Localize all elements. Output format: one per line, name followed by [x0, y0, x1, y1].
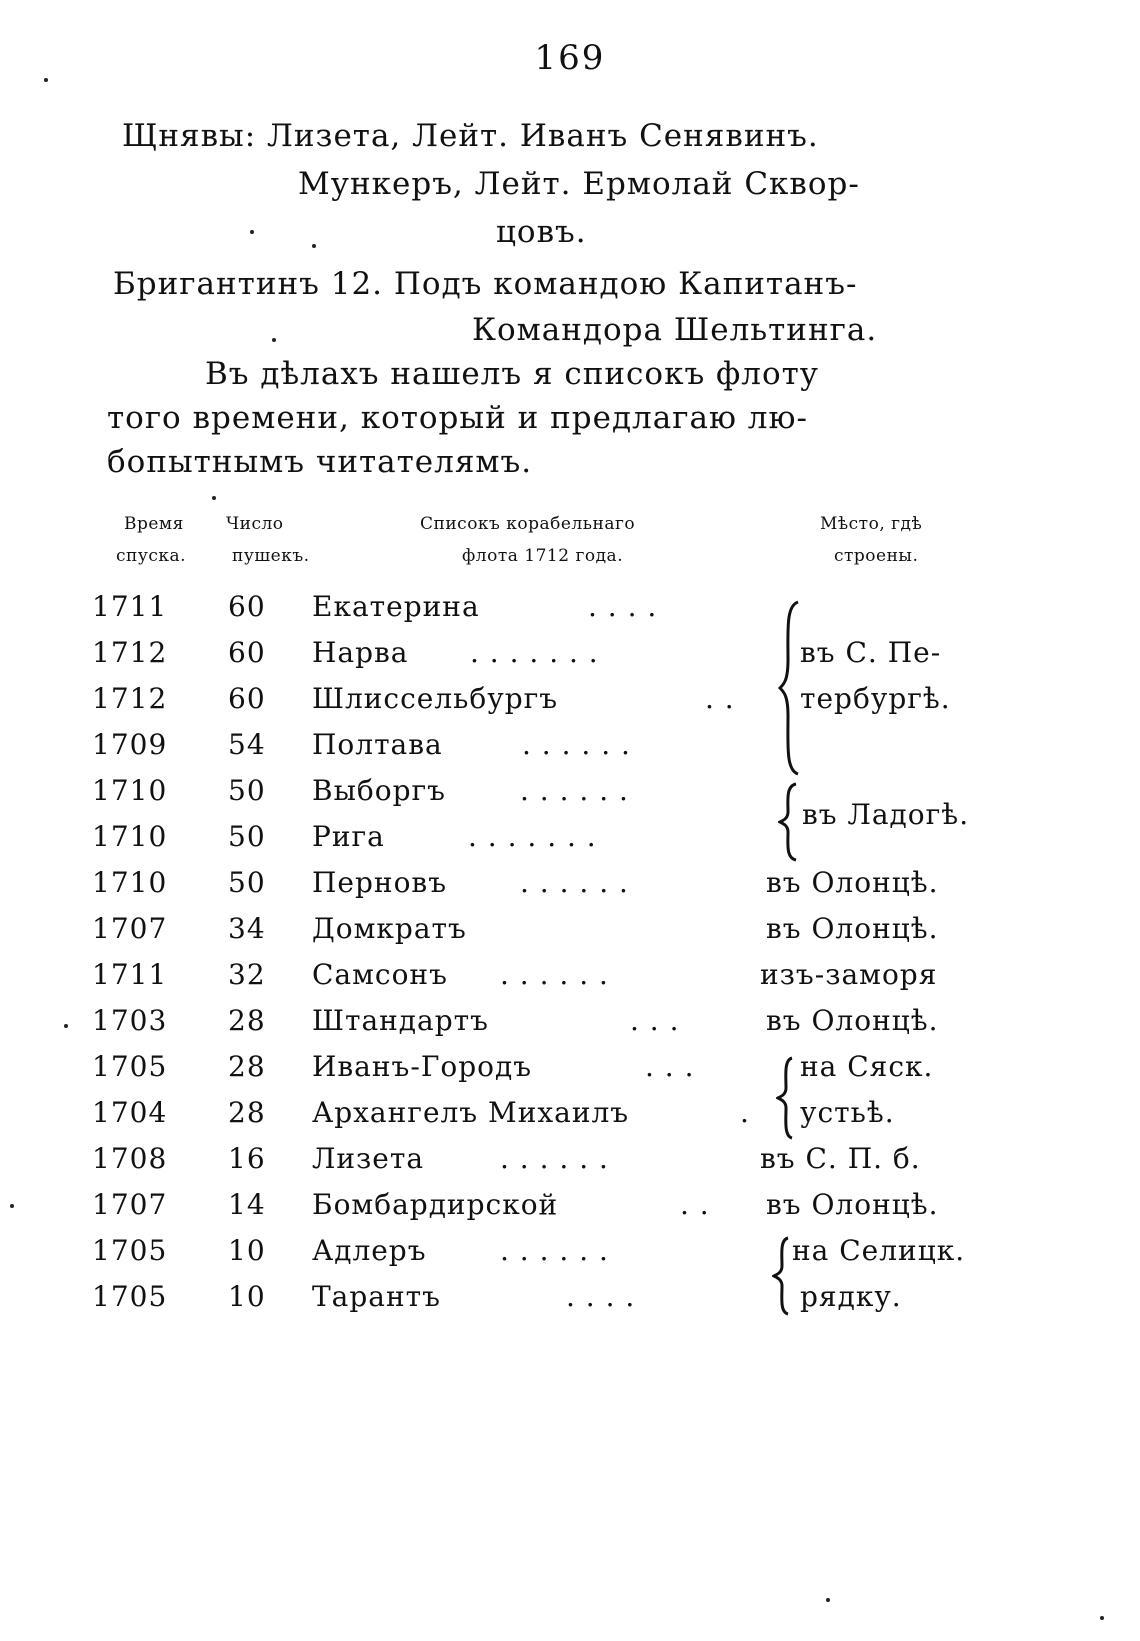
leader-dots: . . . . . . [500, 1234, 609, 1267]
header-line-2: Мункеръ, Лейт. Ермолай Сквор- [298, 166, 860, 202]
table-row [0, 1142, 1140, 1188]
leader-dots: . . [680, 1188, 710, 1221]
page-number: 169 [534, 38, 606, 78]
ship-name: Нарва [312, 636, 409, 669]
column-header-place-1: Мѣсто, гдѣ [820, 514, 923, 534]
header-line-7: того времени, который и предлагаю лю- [107, 400, 808, 436]
table-row [0, 728, 1140, 774]
place-spb-line-2: тербургѣ. [800, 682, 951, 715]
gun-count: 60 [228, 682, 266, 715]
column-header-year-1: Время [124, 514, 184, 534]
ship-name: Тарантъ [312, 1280, 441, 1313]
header-line-1: Щнявы: Лизета, Лейт. Иванъ Сенявинъ. [122, 118, 819, 154]
brace-syask [776, 1056, 796, 1140]
place-syask-line-2: устьѣ. [800, 1096, 895, 1129]
launch-year: 1712 [92, 682, 168, 715]
ship-name: Бомбардирской [312, 1188, 559, 1221]
gun-count: 32 [228, 958, 266, 991]
ship-name: Архангелъ Михаилъ [312, 1096, 630, 1129]
launch-year: 1708 [92, 1142, 168, 1175]
build-place: въ С. П. б. [760, 1142, 921, 1175]
launch-year: 1712 [92, 636, 168, 669]
place-spb-line-1: въ С. Пе- [800, 636, 942, 669]
leader-dots: . . . . [566, 1280, 636, 1313]
place-ladoga: въ Ладогѣ. [802, 798, 970, 831]
table-row [0, 1280, 1140, 1326]
ship-name: Иванъ-Городъ [312, 1050, 533, 1083]
leader-dots: . . . . [588, 590, 658, 623]
launch-year: 1711 [92, 958, 168, 991]
leader-dots: . . . . . . [520, 866, 629, 899]
header-line-6: Въ дѣлахъ нашелъ я списокъ флоту [205, 356, 820, 392]
scan-speck [64, 1024, 68, 1028]
launch-year: 1705 [92, 1234, 168, 1267]
header-line-3: цовъ. [496, 214, 587, 250]
brace-spb [778, 600, 802, 776]
ship-name: Адлеръ [312, 1234, 427, 1267]
column-header-ship-1: Списокъ корабельнаго [420, 514, 636, 534]
gun-count: 10 [228, 1280, 266, 1313]
leader-dots: . . . . . . [500, 958, 609, 991]
gun-count: 60 [228, 590, 266, 623]
ship-name: Рига [312, 820, 385, 853]
ship-name: Штандартъ [312, 1004, 489, 1037]
table-row [0, 1188, 1140, 1234]
ship-name: Полтава [312, 728, 443, 761]
table-row [0, 1050, 1140, 1096]
leader-dots: . . . . . . . [468, 820, 597, 853]
scan-speck [272, 338, 276, 342]
table-row [0, 1234, 1140, 1280]
launch-year: 1710 [92, 866, 168, 899]
build-place: изъ-заморя [760, 958, 938, 991]
table-row [0, 958, 1140, 1004]
launch-year: 1707 [92, 912, 168, 945]
leader-dots: . . . [645, 1050, 695, 1083]
ship-name: Домкратъ [312, 912, 467, 945]
gun-count: 54 [228, 728, 266, 761]
brace-ladoga [778, 782, 800, 862]
gun-count: 34 [228, 912, 266, 945]
table-row [0, 1096, 1140, 1142]
build-place: въ Олонцѣ. [766, 1004, 939, 1037]
brace-selits [772, 1236, 792, 1316]
launch-year: 1711 [92, 590, 168, 623]
leader-dots: . . . [630, 1004, 680, 1037]
column-header-ship-2: флота 1712 года. [462, 546, 624, 566]
launch-year: 1709 [92, 728, 168, 761]
launch-year: 1705 [92, 1280, 168, 1313]
gun-count: 50 [228, 866, 266, 899]
ship-name: Лизета [312, 1142, 425, 1175]
gun-count: 16 [228, 1142, 266, 1175]
column-header-place-2: строены. [834, 546, 919, 566]
leader-dots: . . [705, 682, 735, 715]
gun-count: 28 [228, 1096, 266, 1129]
ship-name: Шлиссельбургъ [312, 682, 559, 715]
gun-count: 10 [228, 1234, 266, 1267]
table-row [0, 590, 1140, 636]
ship-name: Перновъ [312, 866, 448, 899]
leader-dots: . . . . . . [500, 1142, 609, 1175]
build-place: въ Олонцѣ. [766, 1188, 939, 1221]
column-header-guns-1: Число [226, 514, 284, 534]
column-header-guns-2: пушекъ. [232, 546, 310, 566]
leader-dots: . [740, 1096, 750, 1129]
header-line-4: Бригантинъ 12. Подъ командою Капитанъ- [113, 266, 858, 302]
leader-dots: . . . . . . [520, 774, 629, 807]
scan-speck [312, 244, 316, 248]
table-row [0, 866, 1140, 912]
table-row [0, 1004, 1140, 1050]
leader-dots: . . . . . . [522, 728, 631, 761]
place-syask-line-1: на Сяск. [800, 1050, 934, 1083]
ship-name: Выборгъ [312, 774, 446, 807]
launch-year: 1707 [92, 1188, 168, 1221]
table-row [0, 682, 1140, 728]
scan-speck [10, 1204, 14, 1208]
ship-name: Самсонъ [312, 958, 448, 991]
scan-speck [212, 496, 216, 500]
launch-year: 1704 [92, 1096, 168, 1129]
ship-name: Екатерина [312, 590, 480, 623]
launch-year: 1710 [92, 820, 168, 853]
place-selits-line-1: на Селицк. [792, 1234, 966, 1267]
header-line-8: бопытнымъ читателямъ. [107, 444, 533, 480]
scan-speck [44, 78, 48, 82]
gun-count: 28 [228, 1004, 266, 1037]
gun-count: 50 [228, 820, 266, 853]
launch-year: 1710 [92, 774, 168, 807]
gun-count: 50 [228, 774, 266, 807]
scan-speck [826, 1598, 830, 1602]
table-row [0, 912, 1140, 958]
scan-speck [1100, 1616, 1104, 1620]
table-row [0, 636, 1140, 682]
gun-count: 60 [228, 636, 266, 669]
place-selits-line-2: рядку. [800, 1280, 902, 1313]
scan-speck [250, 230, 254, 234]
gun-count: 14 [228, 1188, 266, 1221]
gun-count: 28 [228, 1050, 266, 1083]
launch-year: 1705 [92, 1050, 168, 1083]
build-place: въ Олонцѣ. [766, 912, 939, 945]
build-place: въ Олонцѣ. [766, 866, 939, 899]
leader-dots: . . . . . . . [470, 636, 599, 669]
column-header-year-2: спуска. [116, 546, 187, 566]
launch-year: 1703 [92, 1004, 168, 1037]
header-line-5: Командора Шельтинга. [472, 312, 878, 348]
